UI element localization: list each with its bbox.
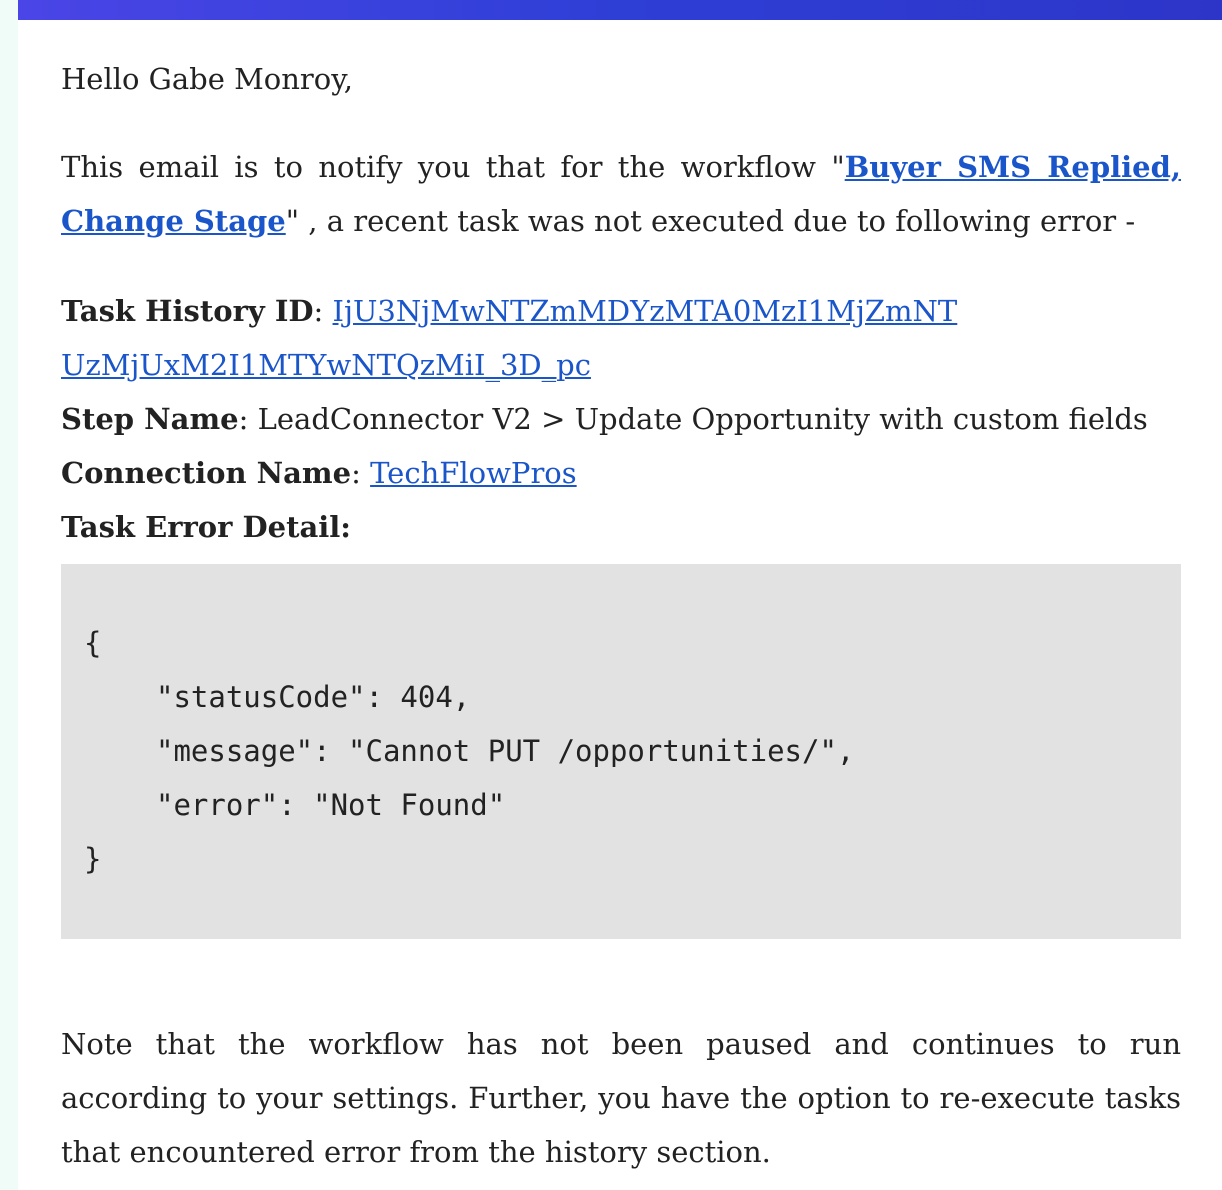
workflow-link[interactable]: Buyer SMS Replied, Change Stage	[61, 150, 1181, 238]
note-paragraph: Note that the workflow has not been paused and continues to run according to your settings. Further, you have the option to re-execute tasks that encountered error from the history section.	[61, 1027, 1181, 1169]
code-error-line: "error": "Not Found"	[156, 788, 506, 822]
label-separator: :	[313, 294, 333, 328]
code-open-brace: {	[84, 626, 102, 660]
task-history-row-cont	[61, 338, 1181, 392]
task-history-id-link-cont[interactable]: UzMjUxM2I1MTYwNTQzMiI_3D_pc	[61, 348, 591, 382]
task-history-label: Task History ID	[61, 294, 314, 328]
greeting: Hello Gabe Monroy,	[61, 62, 353, 96]
label-separator: :	[238, 402, 258, 436]
intro-text-after: " , a recent task was not executed due to following error -	[285, 204, 1136, 238]
code-close-brace: }	[84, 842, 102, 876]
code-message-line: "message": "Cannot PUT /opportunities/",	[156, 734, 855, 768]
connection-name-link[interactable]: TechFlowPros	[370, 456, 577, 490]
task-history-row	[61, 284, 1181, 338]
left-margin-strip	[0, 0, 18, 1190]
email-body	[61, 54, 1181, 1179]
email-header-banner	[18, 0, 1222, 20]
intro-text-before: This email is to notify you that for the workflow "	[61, 150, 845, 184]
task-details	[61, 284, 1181, 554]
step-name-row	[61, 392, 1181, 446]
connection-name-label: Connection Name	[61, 456, 352, 490]
code-status-line: "statusCode": 404,	[156, 680, 471, 714]
label-separator: :	[351, 456, 371, 490]
intro-paragraph	[61, 140, 1181, 248]
step-name-label: Step Name	[61, 402, 239, 436]
task-history-id-link[interactable]: IjU3NjMwNTZmMDYzMTA0MzI1MjZmNT	[332, 294, 958, 328]
step-name-value: LeadConnector V2 > Update Opportunity with custom fields	[257, 402, 1148, 436]
connection-name-row	[61, 446, 1181, 500]
email-card	[18, 20, 1222, 1190]
task-error-label: Task Error Detail:	[61, 510, 352, 544]
error-code-block	[61, 564, 1181, 939]
